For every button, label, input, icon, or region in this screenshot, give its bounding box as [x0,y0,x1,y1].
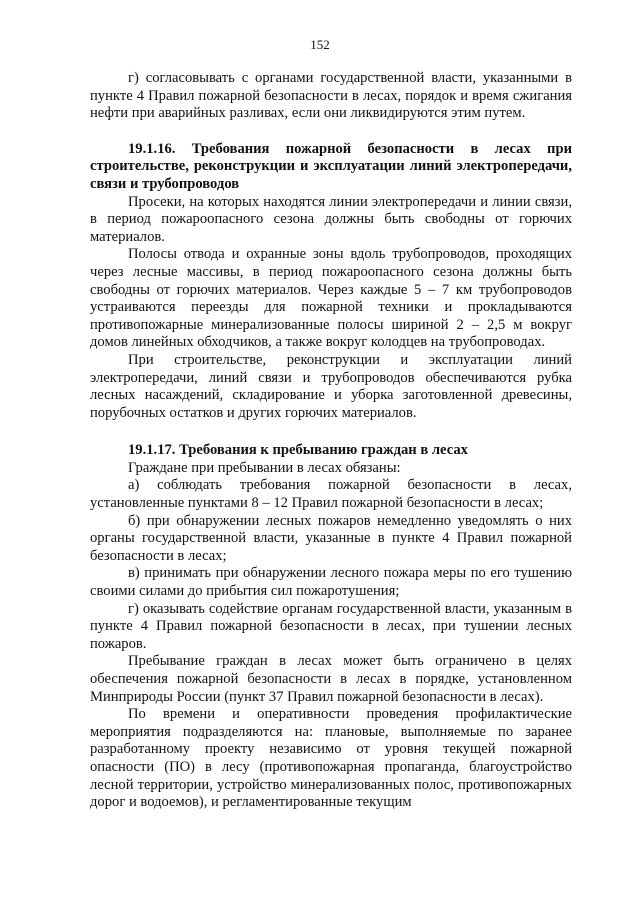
paragraph: Полосы отвода и охранные зоны вдоль трубопроводов, проходящих через лесные массивы, в период пожароопасного сезона должны быть свободны от горючих материалов. Через каждые 5 – 7 км трубопроводов устраиваются переезды для пожарной техники и прокладываются противопожарные минерализованные полосы шириной 2 – 2,5 м вокруг домов линейных обходчиков, а также вокруг колодцев на трубопроводах. [90,246,572,351]
section-heading-19-1-17: 19.1.17. Требования к пребыванию граждан в лесах [128,442,468,459]
page-content [90,70,572,812]
list-item-g: г) оказывать содействие органам государственной власти, указанным в пункте 4 Правил пожарной безопасности в лесах, при тушении лесных пожаров. [90,600,572,652]
page-number: 152 [310,37,330,52]
paragraph: Граждане при пребывании в лесах обязаны: [128,459,401,476]
paragraph: При строительстве, реконструкции и эксплуатации линий электропередачи, линий связи и трубопроводов обеспечиваются рубка лесных насаждений, складирование и уборка заготовленной древесины, порубочных остатков и других горючих материалов. [90,351,572,421]
section-heading-19-1-16: 19.1.16. Требования пожарной безопасности в лесах при строительстве, реконструкции и эксплуатации линий электропередачи, связи и трубопроводов [90,140,572,192]
list-item-b: б) при обнаружении лесных пожаров немедленно уведомлять о них органы государственной власти, указанные в пункте 4 Правил пожарной безопасности в лесах; [90,512,572,564]
paragraph: По времени и оперативности проведения профилактические мероприятия подразделяются на: плановые, выполняемые по заранее разработанному проекту независимо от уровня текущей пожарной опасности (ПО) в лесу (противопожарная пропаганда, благоустройство лесной территории, устройство минерализованных полос, противопожарных дорог и водоемов), и регламентированные текущим [90,706,572,811]
paragraph: Пребывание граждан в лесах может быть ограничено в целях обеспечения пожарной безопасности в лесах в порядке, установленном Минприроды России (пункт 37 Правил пожарной безопасности в лесах). [90,653,572,705]
paragraph: Просеки, на которых находятся линии электропередачи и линии связи, в период пожароопасного сезона должны быть свободны от горючих материалов. [90,193,572,245]
list-item-v: в) принимать при обнаружении лесного пожара меры по его тушению своими силами до прибытия сил пожаротушения; [90,565,572,600]
intro-paragraph: г) согласовывать с органами государственной власти, указанными в пункте 4 Правил пожарной безопасности в лесах, порядок и время сжигания нефти при аварийных разливах, если они ликвидируются этим путем. [90,70,572,122]
list-item-a: а) соблюдать требования пожарной безопасности в лесах, установленные пунктами 8 – 12 Правил пожарной безопасности в лесах; [90,477,572,512]
